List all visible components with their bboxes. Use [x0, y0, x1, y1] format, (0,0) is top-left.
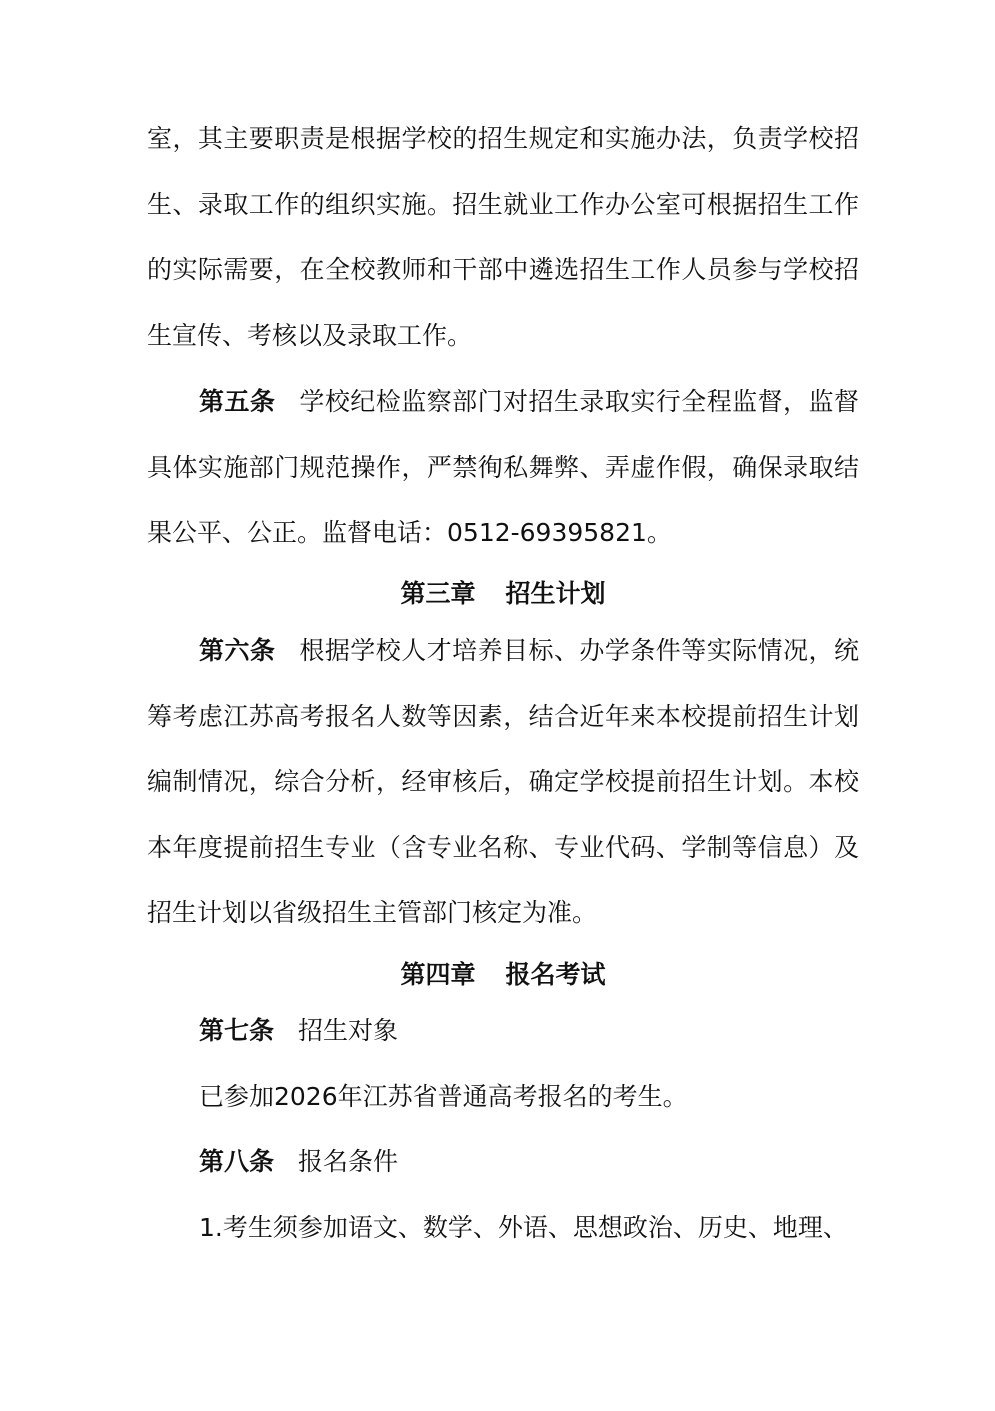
chapter-number: 第三章	[400, 579, 476, 608]
chapter-title: 报名考试	[505, 960, 606, 989]
paragraph-text: 室，其主要职责是根据学校的招生规定和实施办法，负责学校招生、录取工作的组织实施。招生就业工作办公室可根据招生工作的实际需要，在全校教师和干部中遴选招生工作人员参与学校招生宣传、考核以及录取工作。	[147, 124, 859, 350]
article-text: 学校纪检监察部门对招生录取实行全程监督，监督具体实施部门规范操作，严禁徇私舞弊、弄虚作假，确保录取结果公平、公正。监督电话：0512-69395821。	[147, 387, 859, 547]
article-7-heading	[199, 1011, 859, 1051]
article-title: 报名条件	[298, 1147, 399, 1176]
paragraph-continuation	[147, 106, 859, 368]
article-8-heading	[199, 1142, 859, 1182]
chapter-title: 招生计划	[505, 579, 606, 608]
article-number: 第五条	[199, 387, 276, 416]
chapter-number: 第四章	[400, 960, 476, 989]
article-7-text	[199, 1077, 859, 1117]
article-title: 招生对象	[298, 1016, 399, 1045]
list-item-text: 1.考生须参加语文、数学、外语、思想政治、历史、地理、	[199, 1213, 848, 1242]
article-number: 第六条	[199, 636, 276, 665]
article-5	[147, 369, 859, 566]
article-number: 第七条	[199, 1016, 275, 1045]
article-text: 已参加2026年江苏省普通高考报名的考生。	[199, 1082, 688, 1111]
chapter-heading	[147, 955, 859, 995]
article-text: 根据学校人才培养目标、办学条件等实际情况，统筹考虑江苏高考报名人数等因素，结合近年来本校提前招生计划编制情况，综合分析，经审核后，确定学校提前招生计划。本校本年度提前招生专业（含专业名称、专业代码、学制等信息）及招生计划以省级招生主管部门核定为准。	[147, 636, 859, 927]
article-number: 第八条	[199, 1147, 275, 1176]
article-6	[147, 618, 859, 946]
chapter-heading	[147, 574, 859, 614]
article-8-item-1	[199, 1208, 859, 1248]
